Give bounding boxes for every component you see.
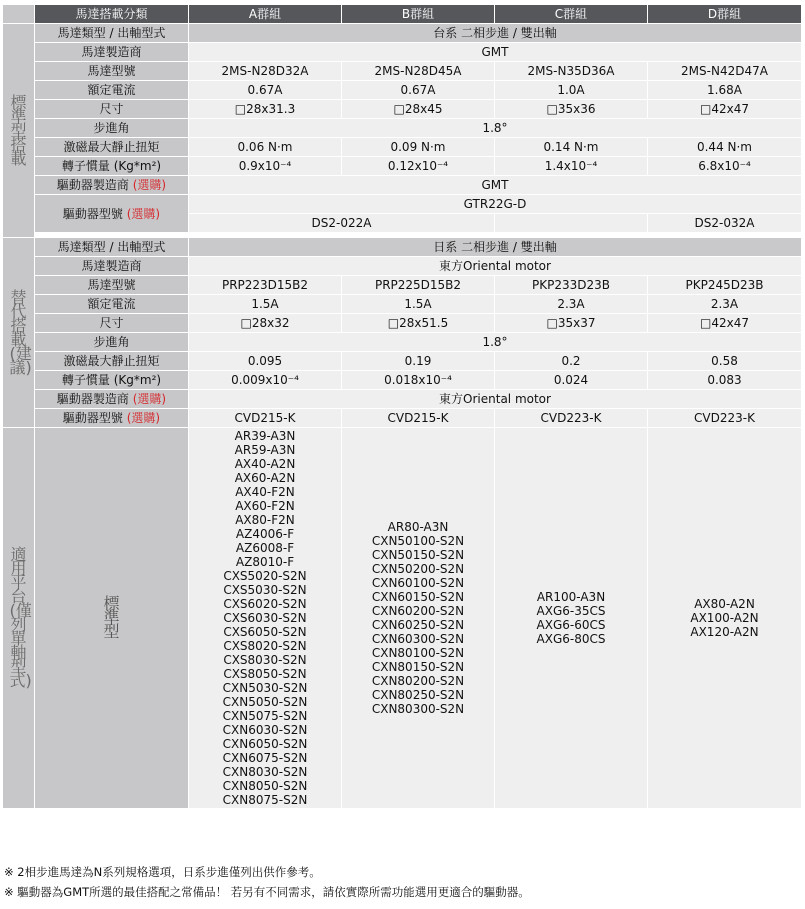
alt-size-d: □42x47 <box>648 314 802 333</box>
alt-motor-type-value: 日系 二相步進 / 雙出軸 <box>189 238 802 257</box>
std-model-b: 2MS-N28D45A <box>342 62 495 81</box>
platform-side-label: 適用平台(僅列單軸型式) <box>3 428 35 809</box>
optional-tag: (選購) <box>126 206 161 221</box>
alt-size-b: □28x51.5 <box>342 314 495 333</box>
std-inertia-label: 轉子慣量 (Kg*m²) <box>35 157 189 176</box>
alt-model-b: PRP225D15B2 <box>342 276 495 295</box>
platform-item: CXS6050-S2N <box>223 625 307 639</box>
std-torque-a: 0.06 N·m <box>189 138 342 157</box>
alt-torque-c: 0.2 <box>495 352 648 371</box>
platform-item: AXG6-35CS <box>536 604 606 618</box>
std-motor-type-label: 馬達類型 / 出軸型式 <box>35 24 189 43</box>
platform-item: AZ8010-F <box>235 555 295 569</box>
std-model-a: 2MS-N28D32A <box>189 62 342 81</box>
alt-inertia-d: 0.083 <box>648 371 802 390</box>
alt-current-b: 1.5A <box>342 295 495 314</box>
platform-list-a <box>189 428 342 809</box>
platform-item: CXN6050-S2N <box>222 737 308 751</box>
std-driver-model-c <box>495 214 648 233</box>
alt-driver-model-row <box>3 409 802 428</box>
platform-item: AR39-A3N <box>234 429 296 443</box>
alt-size-c: □35x37 <box>495 314 648 333</box>
platform-row-label: 標準型 <box>35 428 189 809</box>
platform-item: AXG6-60CS <box>536 618 606 632</box>
platform-item: AX100-A2N <box>690 611 759 625</box>
alt-motor-type-row <box>3 238 802 257</box>
std-current-row <box>3 81 802 100</box>
std-maker-value: GMT <box>189 43 802 62</box>
std-step-label: 步進角 <box>35 119 189 138</box>
platform-item: CXN8075-S2N <box>222 793 308 807</box>
alt-size-label: 尺寸 <box>35 314 189 333</box>
alt-maker-label: 馬達製造商 <box>35 257 189 276</box>
std-driver-maker-value: GMT <box>189 176 802 195</box>
platform-item: CXN6075-S2N <box>222 751 308 765</box>
std-driver-maker-row <box>3 176 802 195</box>
std-driver-model-d: DS2-032A <box>648 214 802 233</box>
std-inertia-d: 6.8x10⁻⁴ <box>648 157 802 176</box>
std-model-row <box>3 62 802 81</box>
header-row <box>3 5 802 24</box>
platform-item: CXN8050-S2N <box>222 779 308 793</box>
alt-maker-row <box>3 257 802 276</box>
std-current-b: 0.67A <box>342 81 495 100</box>
alt-driver-model-d: CVD223-K <box>648 409 802 428</box>
platform-item: CXS8030-S2N <box>223 653 307 667</box>
std-model-label: 馬達型號 <box>35 62 189 81</box>
std-size-c: □35x36 <box>495 100 648 119</box>
std-driver-model-common: GTR22G-D <box>189 195 802 214</box>
std-current-c: 1.0A <box>495 81 648 100</box>
optional-tag: (選購) <box>132 392 167 406</box>
std-inertia-row <box>3 157 802 176</box>
std-size-a: □28x31.3 <box>189 100 342 119</box>
corner-cell <box>3 5 35 24</box>
alt-model-d: PKP245D23B <box>648 276 802 295</box>
alt-maker-value: 東方Oriental motor <box>189 257 802 276</box>
group-b-header: B群組 <box>342 5 495 24</box>
platform-item: AZ6008-F <box>235 541 295 555</box>
platform-item: CXN5075-S2N <box>222 709 308 723</box>
std-model-d: 2MS-N42D47A <box>648 62 802 81</box>
platform-item: CXS6020-S2N <box>223 597 307 611</box>
platform-item: AZ4006-F <box>235 527 295 541</box>
platform-item: AX80-A2N <box>694 597 755 611</box>
platform-item: CXS8020-S2N <box>223 639 307 653</box>
platform-item: CXN5050-S2N <box>222 695 308 709</box>
alt-motor-type-label: 馬達類型 / 出軸型式 <box>35 238 189 257</box>
std-driver-model-row <box>3 195 802 214</box>
std-size-label: 尺寸 <box>35 100 189 119</box>
footnote-1: ※ 2相步進馬達為N系列規格選項，日系步進僅列出供作參考。 <box>4 865 321 879</box>
platform-item: CXN80200-S2N <box>371 674 465 688</box>
std-torque-label: 激磁最大靜止扭矩 <box>35 138 189 157</box>
platform-row <box>3 428 802 809</box>
platform-item: AR80-A3N <box>387 520 449 534</box>
platform-item: CXN50200-S2N <box>371 562 465 576</box>
group-d-header: D群組 <box>648 5 802 24</box>
std-size-row <box>3 100 802 119</box>
platform-item: CXN60200-S2N <box>371 604 465 618</box>
footnotes <box>4 862 530 902</box>
alt-model-c: PKP233D23B <box>495 276 648 295</box>
alt-torque-row <box>3 352 802 371</box>
alt-model-a: PRP223D15B2 <box>189 276 342 295</box>
std-size-d: □42x47 <box>648 100 802 119</box>
platform-item: CXN60100-S2N <box>371 576 465 590</box>
std-motor-type-row <box>3 24 802 43</box>
platform-item: CXN60300-S2N <box>371 632 465 646</box>
std-motor-type-value: 台系 二相步進 / 雙出軸 <box>189 24 802 43</box>
std-inertia-b: 0.12x10⁻⁴ <box>342 157 495 176</box>
platform-item: CXN60250-S2N <box>371 618 465 632</box>
alt-current-row <box>3 295 802 314</box>
platform-item: CXN50150-S2N <box>371 548 465 562</box>
alt-step-value: 1.8° <box>189 333 802 352</box>
std-inertia-c: 1.4x10⁻⁴ <box>495 157 648 176</box>
platform-item: CXS5030-S2N <box>223 583 307 597</box>
std-driver-model-ab: DS2-022A <box>189 214 495 233</box>
alt-driver-maker-value: 東方Oriental motor <box>189 390 802 409</box>
alt-torque-b: 0.19 <box>342 352 495 371</box>
platform-item: CXS5020-S2N <box>223 569 307 583</box>
platform-item: CXS6030-S2N <box>223 611 307 625</box>
alt-driver-maker-label: 驅動器製造商 (選購) <box>35 390 189 409</box>
std-torque-b: 0.09 N·m <box>342 138 495 157</box>
platform-item: AR59-A3N <box>234 443 296 457</box>
platform-item: AX40-F2N <box>235 485 295 499</box>
alt-driver-maker-row <box>3 390 802 409</box>
std-model-c: 2MS-N35D36A <box>495 62 648 81</box>
alt-driver-model-b: CVD215-K <box>342 409 495 428</box>
platform-item: CXN50100-S2N <box>371 534 465 548</box>
alt-step-row <box>3 333 802 352</box>
platform-item: CXN8030-S2N <box>222 765 308 779</box>
alt-torque-a: 0.095 <box>189 352 342 371</box>
platform-item: CXN60150-S2N <box>371 590 465 604</box>
std-maker-row <box>3 43 802 62</box>
std-torque-row <box>3 138 802 157</box>
alt-current-label: 額定電流 <box>35 295 189 314</box>
std-torque-d: 0.44 N·m <box>648 138 802 157</box>
alternative-side-label: 替代搭載(建議) <box>3 238 35 428</box>
group-c-header: C群組 <box>495 5 648 24</box>
platform-item: CXN80100-S2N <box>371 646 465 660</box>
platform-item: CXS8050-S2N <box>223 667 307 681</box>
platform-item: CXN5030-S2N <box>222 681 308 695</box>
platform-item: CXN6030-S2N <box>222 723 308 737</box>
std-current-label: 額定電流 <box>35 81 189 100</box>
alt-torque-label: 激磁最大靜止扭矩 <box>35 352 189 371</box>
std-current-a: 0.67A <box>189 81 342 100</box>
platform-list-b <box>342 428 495 809</box>
std-torque-c: 0.14 N·m <box>495 138 648 157</box>
platform-item: CXN80150-S2N <box>371 660 465 674</box>
std-step-row <box>3 119 802 138</box>
std-maker-label: 馬達製造商 <box>35 43 189 62</box>
alt-driver-model-c: CVD223-K <box>495 409 648 428</box>
alt-driver-model-a: CVD215-K <box>189 409 342 428</box>
alt-size-row <box>3 314 802 333</box>
std-driver-maker-label: 驅動器製造商 (選購) <box>35 176 189 195</box>
std-driver-model-label: 驅動器型號 (選購) <box>35 195 189 233</box>
alt-driver-model-label: 驅動器型號 (選購) <box>35 409 189 428</box>
alt-model-label: 馬達型號 <box>35 276 189 295</box>
alt-inertia-row <box>3 371 802 390</box>
platform-item: AX120-A2N <box>690 625 759 639</box>
platform-item: AXG6-80CS <box>536 632 606 646</box>
optional-tag: (選購) <box>132 178 167 192</box>
alt-step-label: 步進角 <box>35 333 189 352</box>
alt-current-c: 2.3A <box>495 295 648 314</box>
alt-model-row <box>3 276 802 295</box>
alt-inertia-c: 0.024 <box>495 371 648 390</box>
category-label: 馬達搭載分類 <box>35 5 189 24</box>
footnote-2: ※ 驅動器為GMT所選的最佳搭配之常備品！ 若另有不同需求，請依實際所需功能選用更適合的驅動器。 <box>4 885 530 899</box>
alt-current-a: 1.5A <box>189 295 342 314</box>
group-a-header: A群組 <box>189 5 342 24</box>
alt-size-a: □28x32 <box>189 314 342 333</box>
std-size-b: □28x45 <box>342 100 495 119</box>
std-inertia-a: 0.9x10⁻⁴ <box>189 157 342 176</box>
platform-list-d <box>648 428 802 809</box>
alt-current-d: 2.3A <box>648 295 802 314</box>
platform-item: AR100-A3N <box>536 590 606 604</box>
platform-item: AX80-F2N <box>235 513 295 527</box>
platform-list-c <box>495 428 648 809</box>
alt-inertia-b: 0.018x10⁻⁴ <box>342 371 495 390</box>
std-current-d: 1.68A <box>648 81 802 100</box>
platform-item: AX40-A2N <box>234 457 296 471</box>
platform-item: CXN80300-S2N <box>371 702 465 716</box>
std-step-value: 1.8° <box>189 119 802 138</box>
platform-item: AX60-A2N <box>234 471 296 485</box>
alt-torque-d: 0.58 <box>648 352 802 371</box>
motor-spec-table <box>2 4 802 809</box>
optional-tag: (選購) <box>126 411 161 425</box>
alt-inertia-a: 0.009x10⁻⁴ <box>189 371 342 390</box>
alt-inertia-label: 轉子慣量 (Kg*m²) <box>35 371 189 390</box>
platform-item: CXN80250-S2N <box>371 688 465 702</box>
platform-item: AX60-F2N <box>235 499 295 513</box>
standard-side-label: 標準型搭載 <box>3 24 35 238</box>
